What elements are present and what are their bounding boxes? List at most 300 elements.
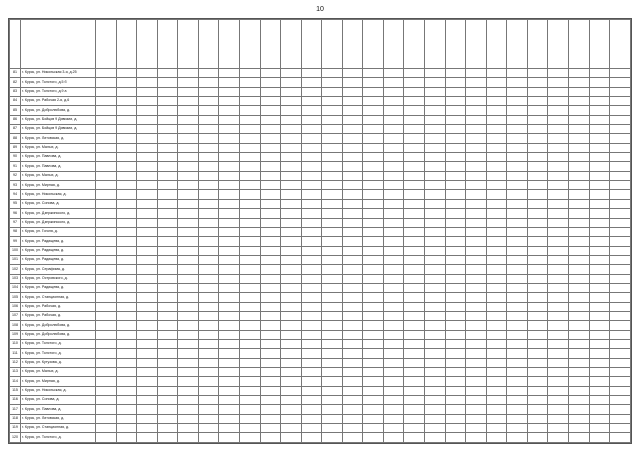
table-cell — [527, 339, 548, 348]
table-cell — [178, 199, 199, 208]
table-cell — [548, 321, 569, 330]
table-cell — [198, 433, 219, 443]
table-cell — [239, 433, 260, 443]
table-cell — [322, 78, 343, 87]
table-cell — [610, 368, 631, 377]
table-cell — [486, 293, 507, 302]
table-cell — [568, 115, 589, 124]
table-cell — [610, 199, 631, 208]
table-cell — [116, 153, 137, 162]
table-cell — [486, 386, 507, 395]
table-cell — [198, 134, 219, 143]
table-cell — [281, 125, 302, 134]
table-cell — [445, 293, 466, 302]
table-header — [10, 20, 631, 69]
table-cell — [507, 181, 528, 190]
table-cell — [157, 97, 178, 106]
table-cell — [404, 255, 425, 264]
table-cell — [383, 293, 404, 302]
table-cell — [610, 293, 631, 302]
table-cell — [548, 368, 569, 377]
table-cell — [157, 190, 178, 199]
table-cell — [116, 330, 137, 339]
table-cell — [198, 386, 219, 395]
table-cell — [383, 134, 404, 143]
table-cell — [425, 368, 446, 377]
table-cell — [383, 265, 404, 274]
table-cell — [157, 302, 178, 311]
table-cell — [157, 274, 178, 283]
table-cell — [445, 311, 466, 320]
table-cell — [219, 321, 240, 330]
table-cell — [342, 255, 363, 264]
table-cell — [363, 321, 384, 330]
table-cell — [342, 311, 363, 320]
table-cell — [466, 227, 487, 236]
table-cell — [178, 321, 199, 330]
table-cell — [219, 433, 240, 443]
row-address: г. Курск, ул. Серафима, д. — [21, 265, 96, 274]
table-cell — [198, 171, 219, 180]
table-cell — [137, 237, 158, 246]
table-cell — [178, 396, 199, 405]
table-cell — [281, 181, 302, 190]
table-cell — [568, 227, 589, 236]
table-cell — [239, 246, 260, 255]
table-cell — [96, 134, 117, 143]
table-cell — [322, 97, 343, 106]
table-cell — [219, 368, 240, 377]
table-cell — [610, 171, 631, 180]
table-cell — [568, 330, 589, 339]
table-cell — [219, 218, 240, 227]
table-cell — [96, 209, 117, 218]
table-cell — [568, 181, 589, 190]
table-cell — [178, 433, 199, 443]
table-cell — [527, 237, 548, 246]
row-number: 82 — [10, 78, 21, 87]
table-row — [10, 386, 631, 395]
table-cell — [466, 265, 487, 274]
table-cell — [568, 377, 589, 386]
table-cell — [548, 396, 569, 405]
table-cell — [260, 97, 281, 106]
table-cell — [198, 125, 219, 134]
table-cell — [322, 181, 343, 190]
table-cell — [342, 302, 363, 311]
table-cell — [322, 115, 343, 124]
table-row — [10, 171, 631, 180]
table-cell — [322, 293, 343, 302]
table-cell — [527, 386, 548, 395]
table-cell — [198, 97, 219, 106]
table-cell — [527, 143, 548, 152]
table-cell — [568, 143, 589, 152]
table-cell — [527, 153, 548, 162]
table-cell — [589, 246, 610, 255]
table-cell — [260, 218, 281, 227]
table-row — [10, 330, 631, 339]
table-cell — [301, 302, 322, 311]
table-cell — [116, 414, 137, 423]
table-cell — [445, 433, 466, 443]
table-cell — [198, 293, 219, 302]
table-cell — [342, 377, 363, 386]
table-cell — [301, 134, 322, 143]
table-cell — [281, 311, 302, 320]
row-address: г. Курск, ул. Мирная, д. — [21, 181, 96, 190]
table-cell — [425, 424, 446, 433]
table-cell — [610, 218, 631, 227]
table-cell — [425, 396, 446, 405]
table-cell — [281, 209, 302, 218]
header-cell — [96, 20, 117, 69]
table-cell — [610, 125, 631, 134]
table-cell — [466, 199, 487, 208]
table-row — [10, 87, 631, 96]
table-cell — [301, 377, 322, 386]
table-cell — [610, 181, 631, 190]
table-cell — [116, 311, 137, 320]
table-cell — [404, 339, 425, 348]
table-cell — [342, 209, 363, 218]
table-cell — [239, 153, 260, 162]
table-cell — [281, 162, 302, 171]
table-cell — [568, 265, 589, 274]
table-cell — [322, 274, 343, 283]
table-cell — [589, 255, 610, 264]
table-cell — [589, 190, 610, 199]
table-cell — [527, 171, 548, 180]
table-row — [10, 321, 631, 330]
table-cell — [157, 396, 178, 405]
table-cell — [445, 78, 466, 87]
table-cell — [219, 414, 240, 423]
table-cell — [281, 237, 302, 246]
table-cell — [260, 339, 281, 348]
table-cell — [548, 377, 569, 386]
table-cell — [96, 330, 117, 339]
table-cell — [322, 339, 343, 348]
table-cell — [425, 162, 446, 171]
table-cell — [96, 265, 117, 274]
table-cell — [466, 162, 487, 171]
table-cell — [383, 386, 404, 395]
table-cell — [322, 377, 343, 386]
table-cell — [383, 199, 404, 208]
table-cell — [178, 386, 199, 395]
table-cell — [363, 69, 384, 78]
table-cell — [404, 134, 425, 143]
table-cell — [260, 246, 281, 255]
table-cell — [445, 106, 466, 115]
table-row — [10, 153, 631, 162]
header-cell — [21, 20, 96, 69]
table-cell — [404, 143, 425, 152]
table-cell — [466, 246, 487, 255]
table-cell — [157, 171, 178, 180]
table-cell — [96, 414, 117, 423]
table-cell — [589, 227, 610, 236]
table-cell — [548, 171, 569, 180]
table-cell — [363, 97, 384, 106]
table-cell — [486, 143, 507, 152]
table-cell — [363, 153, 384, 162]
table-cell — [178, 69, 199, 78]
table-cell — [137, 78, 158, 87]
table-cell — [342, 283, 363, 292]
row-address: г. Курск, ул. Добролюбова, д. — [21, 321, 96, 330]
table-cell — [260, 311, 281, 320]
table-cell — [404, 386, 425, 395]
table-cell — [322, 358, 343, 367]
table-cell — [486, 358, 507, 367]
table-cell — [425, 78, 446, 87]
table-cell — [527, 424, 548, 433]
table-cell — [178, 255, 199, 264]
table-cell — [445, 330, 466, 339]
table-cell — [116, 125, 137, 134]
table-cell — [301, 386, 322, 395]
table-cell — [425, 414, 446, 423]
table-cell — [507, 330, 528, 339]
table-cell — [404, 115, 425, 124]
table-cell — [425, 171, 446, 180]
table-cell — [96, 283, 117, 292]
table-cell — [342, 424, 363, 433]
table-cell — [322, 349, 343, 358]
table-cell — [198, 199, 219, 208]
table-cell — [589, 87, 610, 96]
table-cell — [239, 283, 260, 292]
row-number: 115 — [10, 386, 21, 395]
table-cell — [507, 190, 528, 199]
table-cell — [178, 209, 199, 218]
table-cell — [425, 143, 446, 152]
table-cell — [178, 218, 199, 227]
table-cell — [198, 246, 219, 255]
table-cell — [589, 386, 610, 395]
row-number: 96 — [10, 209, 21, 218]
table-cell — [239, 87, 260, 96]
table-cell — [610, 97, 631, 106]
table-cell — [404, 87, 425, 96]
table-cell — [322, 134, 343, 143]
table-cell — [116, 405, 137, 414]
table-cell — [363, 162, 384, 171]
table-cell — [548, 283, 569, 292]
table-cell — [507, 302, 528, 311]
table-cell — [260, 171, 281, 180]
table-cell — [404, 246, 425, 255]
table-cell — [383, 274, 404, 283]
table-cell — [589, 218, 610, 227]
table-cell — [342, 125, 363, 134]
table-cell — [610, 106, 631, 115]
table-cell — [527, 414, 548, 423]
table-cell — [527, 377, 548, 386]
row-number: 99 — [10, 237, 21, 246]
table-cell — [548, 134, 569, 143]
table-cell — [137, 115, 158, 124]
table-row — [10, 134, 631, 143]
table-cell — [589, 199, 610, 208]
table-cell — [466, 237, 487, 246]
table-cell — [466, 414, 487, 423]
table-cell — [301, 396, 322, 405]
table-cell — [445, 171, 466, 180]
table-cell — [425, 115, 446, 124]
table-cell — [198, 274, 219, 283]
table-cell — [239, 321, 260, 330]
table-cell — [239, 181, 260, 190]
table-cell — [486, 97, 507, 106]
table-cell — [568, 190, 589, 199]
table-cell — [548, 265, 569, 274]
table-row — [10, 265, 631, 274]
table-cell — [568, 358, 589, 367]
table-cell — [96, 190, 117, 199]
table-cell — [466, 339, 487, 348]
table-cell — [198, 349, 219, 358]
table-row — [10, 255, 631, 264]
table-cell — [445, 414, 466, 423]
table-cell — [178, 125, 199, 134]
table-cell — [260, 358, 281, 367]
table-cell — [363, 377, 384, 386]
table-cell — [157, 237, 178, 246]
table-cell — [466, 97, 487, 106]
table-cell — [486, 181, 507, 190]
table-cell — [198, 283, 219, 292]
table-cell — [445, 143, 466, 152]
table-cell — [466, 125, 487, 134]
table-cell — [507, 386, 528, 395]
table-cell — [486, 227, 507, 236]
table-cell — [96, 162, 117, 171]
table-cell — [425, 97, 446, 106]
table-cell — [260, 349, 281, 358]
table-cell — [610, 246, 631, 255]
table-cell — [260, 227, 281, 236]
table-cell — [589, 396, 610, 405]
table-cell — [568, 396, 589, 405]
table-cell — [445, 424, 466, 433]
table-cell — [568, 321, 589, 330]
register-table — [9, 19, 631, 443]
table-cell — [281, 153, 302, 162]
table-cell — [610, 115, 631, 124]
table-cell — [486, 255, 507, 264]
table-cell — [383, 153, 404, 162]
header-cell — [589, 20, 610, 69]
table-cell — [137, 396, 158, 405]
table-cell — [527, 265, 548, 274]
table-cell — [548, 69, 569, 78]
table-cell — [260, 424, 281, 433]
table-cell — [157, 424, 178, 433]
table-cell — [137, 349, 158, 358]
table-cell — [137, 87, 158, 96]
table-cell — [404, 396, 425, 405]
table-cell — [445, 125, 466, 134]
table-cell — [466, 115, 487, 124]
table-cell — [301, 293, 322, 302]
table-cell — [281, 433, 302, 443]
table-cell — [260, 386, 281, 395]
table-cell — [301, 106, 322, 115]
table-cell — [486, 78, 507, 87]
table-cell — [198, 339, 219, 348]
table-cell — [486, 190, 507, 199]
table-cell — [281, 265, 302, 274]
table-cell — [178, 293, 199, 302]
table-cell — [527, 87, 548, 96]
table-cell — [281, 302, 302, 311]
table-cell — [363, 396, 384, 405]
table-cell — [219, 162, 240, 171]
table-cell — [116, 181, 137, 190]
table-cell — [527, 396, 548, 405]
table-cell — [178, 87, 199, 96]
table-cell — [301, 218, 322, 227]
table-cell — [527, 302, 548, 311]
table-cell — [425, 302, 446, 311]
table-cell — [548, 274, 569, 283]
table-cell — [363, 405, 384, 414]
table-cell — [178, 143, 199, 152]
table-cell — [157, 283, 178, 292]
row-number: 83 — [10, 87, 21, 96]
table-cell — [466, 396, 487, 405]
table-cell — [610, 386, 631, 395]
table-cell — [137, 330, 158, 339]
table-row — [10, 115, 631, 124]
table-cell — [301, 125, 322, 134]
table-cell — [157, 349, 178, 358]
table-cell — [568, 199, 589, 208]
table-cell — [342, 190, 363, 199]
table-cell — [342, 78, 363, 87]
table-cell — [507, 405, 528, 414]
table-cell — [425, 358, 446, 367]
table-cell — [260, 433, 281, 443]
table-cell — [342, 115, 363, 124]
table-cell — [363, 125, 384, 134]
table-cell — [610, 349, 631, 358]
table-cell — [486, 87, 507, 96]
table-cell — [301, 358, 322, 367]
table-row — [10, 414, 631, 423]
table-cell — [219, 386, 240, 395]
table-cell — [301, 153, 322, 162]
table-cell — [507, 377, 528, 386]
row-number: 89 — [10, 143, 21, 152]
table-cell — [260, 153, 281, 162]
table-cell — [281, 106, 302, 115]
table-cell — [383, 368, 404, 377]
table-cell — [96, 424, 117, 433]
table-cell — [404, 199, 425, 208]
table-cell — [383, 115, 404, 124]
table-cell — [466, 274, 487, 283]
table-cell — [198, 330, 219, 339]
table-cell — [507, 153, 528, 162]
table-cell — [116, 358, 137, 367]
table-cell — [96, 321, 117, 330]
table-cell — [486, 302, 507, 311]
table-cell — [239, 386, 260, 395]
